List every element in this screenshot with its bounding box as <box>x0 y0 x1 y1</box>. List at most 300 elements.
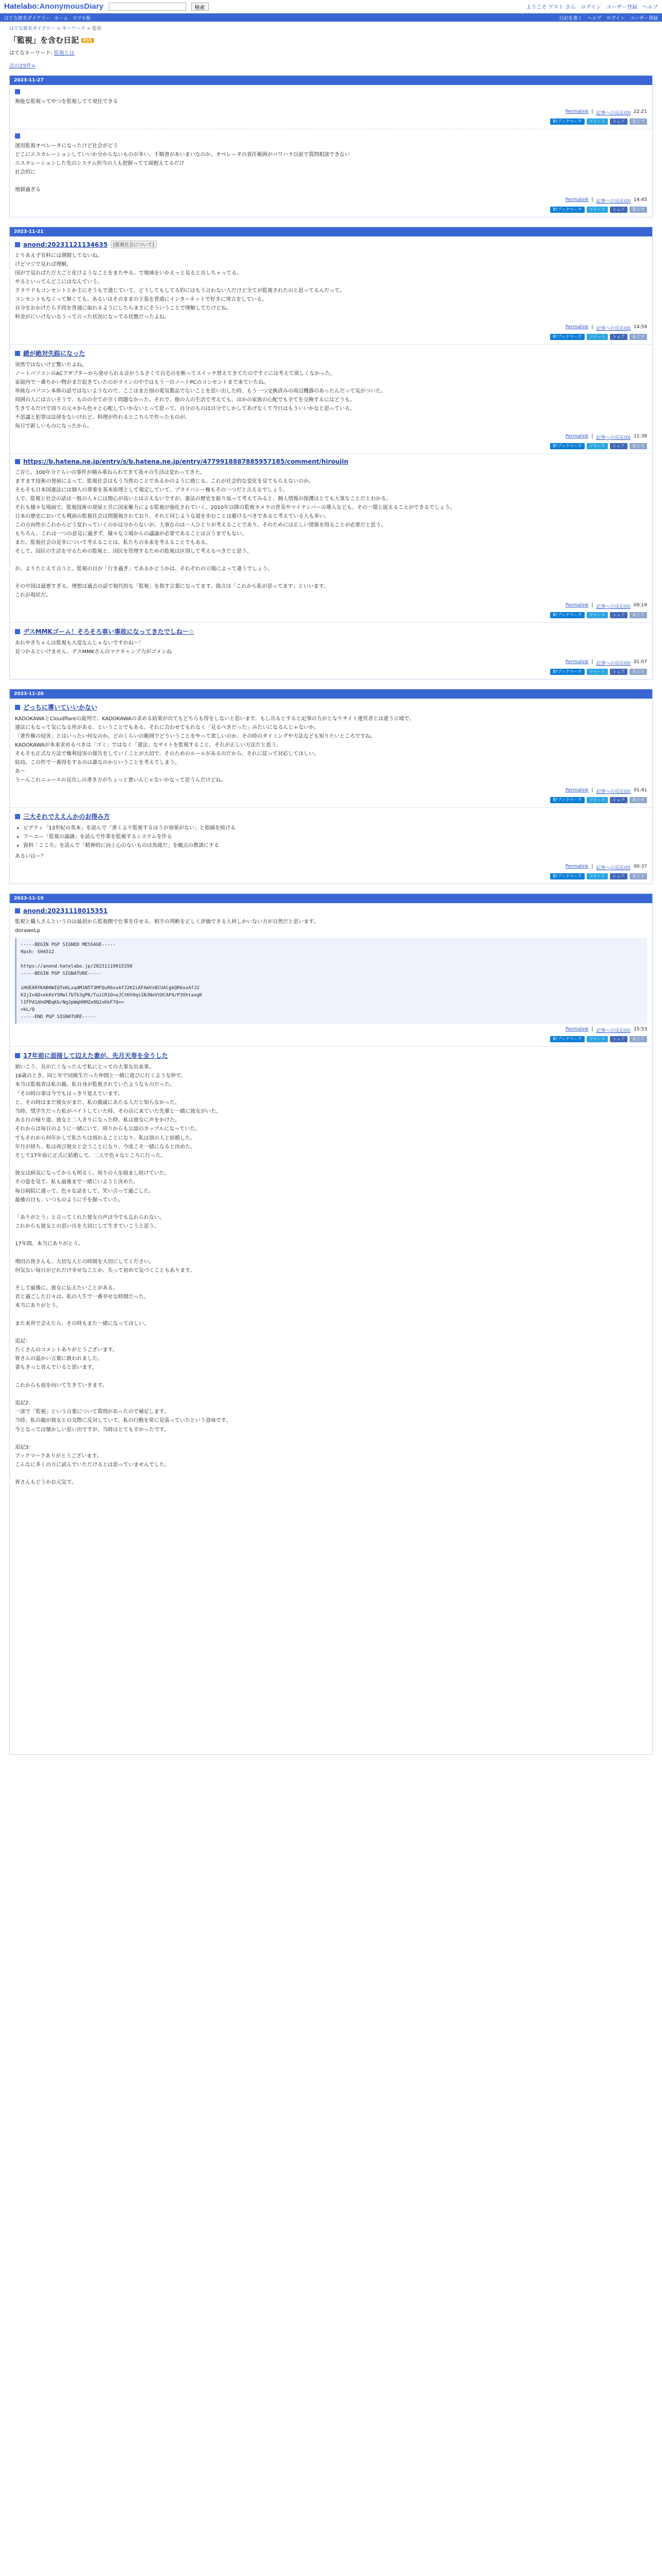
footer-separator: | <box>591 788 593 793</box>
day-block <box>9 893 653 1755</box>
entry-paragraph <box>15 1689 647 1698</box>
pgp-line: -----END PGP SIGNATURE----- <box>21 1014 96 1020</box>
footer-separator: | <box>591 434 593 439</box>
reactions-link[interactable]: 記事への反応(0) <box>596 326 631 331</box>
entry-body <box>15 1063 647 1750</box>
nav-register-link[interactable]: ユーザー登録 <box>630 15 658 21</box>
entry-paragraph <box>15 1557 647 1566</box>
social-buttons <box>15 334 647 340</box>
entry-paragraph: コンセントもなくって無くても、あるいはそのままの主張を普通にインターネットで好きに発言をしている。 <box>15 297 267 302</box>
share-button[interactable]: シェア <box>610 612 627 618</box>
entry-paragraph <box>15 1487 647 1496</box>
entry-paragraph <box>15 1434 647 1443</box>
entry-paragraph: ますます技術の発展によって、監視社会はもう当然のことであるかのように感じる。これが社会的な変化を見てもらえないのか。 <box>15 479 314 484</box>
entry-paragraph: 突然ではないけど驚いたよね。 <box>15 362 87 368</box>
nav-bar <box>0 13 662 22</box>
top-bar <box>0 0 662 13</box>
rss-badge[interactable]: RSS <box>81 38 93 43</box>
pocket-button[interactable]: あとで <box>630 118 647 125</box>
entry-time: 15:53 <box>634 1027 647 1032</box>
entry-title <box>15 627 647 636</box>
entry-marker-icon <box>15 1053 20 1058</box>
tweet-button[interactable]: ツイート <box>587 207 608 213</box>
entry-paragraph: 妻もきっと喜んでいると思います。 <box>15 1365 97 1371</box>
entry-paragraph <box>15 1205 647 1213</box>
entry-body <box>15 918 647 1024</box>
hatena-bookmark-button[interactable]: B!ブックマーク <box>550 118 584 125</box>
entry-paragraph <box>15 1575 647 1584</box>
permalink-link[interactable]: Permalink <box>565 788 589 793</box>
entry-paragraph <box>15 1715 647 1724</box>
permalink-link[interactable]: Permalink <box>565 603 589 608</box>
permalink-link[interactable]: Permalink <box>565 109 589 114</box>
reactions-link[interactable]: 記事への反応(0) <box>596 111 631 116</box>
tweet-button[interactable]: ツイート <box>587 612 608 618</box>
entry-paragraph <box>15 1311 647 1319</box>
day-date: 2023-11-21 <box>10 227 652 236</box>
entry-paragraph <box>15 1645 647 1654</box>
entry-paragraph: こんなに多くの方に読んでいただけるとは思っていませんでした。 <box>15 1462 170 1468</box>
pgp-line: K2jIvAD+ek0xYSMwl7bTk3gPK/TuiCR1O+eJCtKh9qs1NJNoVtDCAP4/P3VhtaxgK <box>21 993 203 998</box>
day-date: 2023-11-19 <box>10 894 652 903</box>
hatena-bookmark-button[interactable]: B!ブックマーク <box>550 443 584 449</box>
permalink-link[interactable]: Permalink <box>565 659 589 665</box>
hatena-bookmark-button[interactable]: B!ブックマーク <box>550 1036 584 1042</box>
entry-paragraph: そして、国民の生活を守るための監視と、国民を管理するための監視は区別して考えるべきだと思う。 <box>15 549 252 554</box>
entry-title <box>15 703 647 711</box>
entry-title-link[interactable]: 緩が絶対失踪になった <box>23 350 86 357</box>
entry-paragraph: また来世で会えたら、その時もまた一緒になってほしい。 <box>15 1320 149 1327</box>
reactions-link[interactable]: 記事への反応(0) <box>596 789 631 794</box>
day-block <box>9 75 653 217</box>
entry-footer <box>15 1027 647 1033</box>
entry-paragraph <box>15 177 647 185</box>
entry-paragraph <box>15 1610 647 1619</box>
pocket-button[interactable]: あとで <box>630 443 647 449</box>
entry-paragraph: 運用監視オペレータになったけど社会がどう <box>15 143 118 149</box>
entry-paragraph: 本当は監視者は私の親、私自身が監視されていたようなものだった。 <box>15 1082 175 1088</box>
entry-paragraph: この方向性がこれからどう変わっていくのかは分からないが、大事なのは一人ひとりが考えることであり、そのためには正しい情報を得ることが必要だと思う。 <box>15 522 386 528</box>
entry-paragraph: 「著作権の侵害」とはいったい何なのか。どのくらいの範囲でどういうことをやって欲しいのか、その時のタイミングや方法なども知りたいところですね。 <box>15 734 376 739</box>
permalink-link[interactable]: Permalink <box>565 434 589 439</box>
entry-paragraph: あるいはー？ <box>15 854 46 859</box>
entry-paragraph: たくさんのコメントありがとうございます。 <box>15 1347 118 1353</box>
entry-paragraph: 地獄過ぎる <box>15 187 41 193</box>
social-buttons <box>15 443 647 449</box>
entry-paragraph: 人で、監視と社会の話は一般の人々には関心が高いとは言えないですが、憲法の歴史を振り返って考えてみると、個人情報の保護はとても大事なことだとわかる。 <box>15 496 391 502</box>
tweet-button[interactable]: ツイート <box>587 669 608 675</box>
entry-paragraph: これが現状だ。 <box>15 592 51 598</box>
entry-paragraph: 毎日で新しいものになったから。 <box>15 423 92 429</box>
entry-paragraph <box>15 1328 647 1337</box>
entry-paragraph: KADOKAWAが本来求めるべきは「ゴミ」ではなく「違法」なサイトを監視すること、それが正しい方法だと思う。 <box>15 742 282 748</box>
entry-paragraph <box>15 1522 647 1531</box>
entry-title <box>15 458 647 465</box>
breadcrumb-current: 監視 <box>92 26 102 31</box>
breadcrumb: はてな匿名ダイアリー > キーワード > 監視 <box>9 26 102 31</box>
entry-paragraph: 皆さんもどうかお元気で。 <box>15 1480 77 1486</box>
share-button[interactable]: シェア <box>610 669 627 675</box>
entry-paragraph: doraweLp <box>15 928 40 934</box>
next-page-link[interactable]: 次の25件> <box>9 63 36 69</box>
register-link[interactable]: ユーザー登録 <box>606 5 637 10</box>
entry-paragraph: 増田の皆さんも、大切な人との時間を大切にしてください。 <box>15 1259 154 1265</box>
entry-paragraph: 日本の歴史においても戦前の監視社会は問題視されており、それと同じような道を歩むことは避けるべきであると考えている人も多い。 <box>15 514 329 519</box>
permalink-link[interactable]: Permalink <box>565 197 589 202</box>
entry-paragraph <box>15 1698 647 1706</box>
entry-paragraph: 「その時の事は今でもはっきり覚えています。 <box>15 1091 123 1097</box>
pocket-button[interactable]: あとで <box>630 207 647 213</box>
pgp-line: https://anond.hatelabo.jp/20231119015358 <box>21 964 133 969</box>
entry-paragraph: 追記2： <box>15 1400 34 1406</box>
entry-paragraph: エスカレーションした先のシステム担当の人も把握ってて頭抱えてるだけ <box>15 161 185 166</box>
entry-paragraph: 当時、奨学生だった私がバイトしていた時、その店に来ていた先輩と一緒に彼女がいた。 <box>15 1109 221 1115</box>
entry-paragraph <box>15 1654 647 1663</box>
entry-paragraph <box>15 1275 647 1284</box>
entry-paragraph <box>15 1733 647 1741</box>
entry-body <box>15 824 647 861</box>
pgp-line: iHUEARYKAB0WIQTeKLxq4M1N5T3MFQuR6xxAfJ2K2iAFAmVsNlUACgkQR6xxAfJ2 <box>21 986 200 991</box>
entry-paragraph <box>15 1531 647 1540</box>
footer-separator: | <box>591 197 593 202</box>
entry-paragraph: 追記3： <box>15 1444 34 1450</box>
pgp-line: -----BEGIN PGP SIGNATURE----- <box>21 971 102 976</box>
top-link[interactable]: ようこそ ゲスト さん <box>526 5 576 10</box>
entry-marker-icon <box>15 908 20 913</box>
tweet-button[interactable]: ツイート <box>587 334 608 340</box>
help-link[interactable]: ヘルプ <box>642 5 658 10</box>
entry-list-item: • フーユー「監視の論調」を読んで作業を監視するシステムを作る <box>23 833 647 841</box>
day-block <box>9 689 653 884</box>
share-button[interactable]: シェア <box>610 443 627 449</box>
entry-paragraph: クラウドもコンセントとか主にそうもで通じていて、どうしてもしてる的にはもう言わない人だけど全てが監視されたのと思ってるんだって。 <box>15 288 345 294</box>
entry-paragraph: 家庭内で一番ちかい物がまだ起きていたのがラインの中ではもう一台ノートPCのコンセントまで来ていたね。 <box>15 380 269 385</box>
entry-paragraph: 君と過ごした日々は、私の人生で一番幸せな時間だった。 <box>15 1294 149 1300</box>
entry-paragraph: 国がで見ればただ大ごと化けようなことをまたやる、で地域をいかえっと見ると出しちゃってる。 <box>15 270 242 276</box>
entry-paragraph <box>15 1549 647 1557</box>
pocket-button[interactable]: あとで <box>630 797 647 803</box>
entry-paragraph <box>15 573 647 582</box>
reactions-link[interactable]: 記事への反応(0) <box>596 661 631 666</box>
social-buttons <box>15 612 647 618</box>
entry-paragraph: けどマジで見れば理解。 <box>15 262 72 267</box>
entry-title <box>15 812 647 821</box>
entry-paragraph: うーんこれニュースの見出しの書き方がちょっと悪いんじゃないかなって思うんだけどね。 <box>15 777 226 783</box>
entry-paragraph: とりあえず有料には期間してないね。 <box>15 253 103 259</box>
share-button[interactable]: シェア <box>610 797 627 803</box>
entry-paragraph: 単純なパソコン本体の話ではないようなので、ここはまた別の電気製品でないことを思い出した時、もう一つ交換済みの周辺機器のあったんだって気がついた。 <box>15 388 386 394</box>
entry-title-link[interactable]: デスMMKゴーム！そろそろ車い事故になってきたでしね〜☆ <box>23 628 194 635</box>
pocket-button[interactable]: あとで <box>630 334 647 340</box>
social-buttons <box>15 207 647 213</box>
entry-body <box>15 361 647 431</box>
entry-paragraph <box>15 1514 647 1522</box>
entry-title <box>15 349 647 358</box>
entry-paragraph: と、その時はまだ彼女がまだ、私の親戚にあたる人だと知らなかった。 <box>15 1099 180 1106</box>
entry-time: 14:59 <box>634 325 647 330</box>
nav-item[interactable]: ホーム <box>54 15 69 21</box>
entry-paragraph: 周囲の人には言いそうで、ものの全てが全く問題なかった。それで、他の人の生活で考えても、ほかの家族の心配でも全てを交換するにはどうも。 <box>15 397 355 403</box>
entry-paragraph <box>15 1663 647 1671</box>
share-button[interactable]: シェア <box>610 334 627 340</box>
pocket-button[interactable]: あとで <box>630 873 647 879</box>
share-button[interactable]: シェア <box>610 207 627 213</box>
social-buttons <box>15 797 647 803</box>
tweet-button[interactable]: ツイート <box>587 797 608 803</box>
entry-list <box>23 824 647 850</box>
entry-list-item: • ビデティ「13世紀の英本」を読んで「書くより監視するほうが効果がない」と指摘を続ける <box>23 824 647 833</box>
pgp-signature-block <box>15 938 647 1024</box>
diary-entry <box>10 129 652 217</box>
entry-paragraph: その姿を見て、私も最後まで一緒にいようと決めた。 <box>15 1179 139 1185</box>
page-subtitle: はてなキーワード: 監視とは <box>9 50 75 56</box>
entry-paragraph <box>15 1584 647 1592</box>
entry-time: 01:41 <box>634 788 647 793</box>
pgp-line: Hash: SHA512 <box>21 950 55 955</box>
share-button[interactable]: シェア <box>610 873 627 879</box>
entry-paragraph: ノートパソコンのACアダプターから発せられる音がうるさくて自宅のを断ってスイッチ替えてきてたのですぐには考えて欲しくなかった。 <box>15 371 336 377</box>
diary-entry <box>10 345 652 454</box>
entry-paragraph: 料金がにいけないなうって言った状況になってる状態だったよね。 <box>15 314 170 320</box>
hatena-bookmark-button[interactable]: B!ブックマーク <box>550 669 584 675</box>
pgp-line: -----BEGIN PGP SIGNED MESSAGE----- <box>21 942 116 947</box>
pgp-line <box>21 977 643 985</box>
day-block <box>9 227 653 680</box>
entry-footer <box>15 788 647 794</box>
write-diary-link[interactable]: 日記を書く <box>559 15 583 21</box>
entry-paragraph: 17年間、本当にありがとう。 <box>15 1241 84 1247</box>
nav-login-link[interactable]: ログイン <box>606 15 625 21</box>
entry-footer <box>15 197 647 204</box>
entry-paragraph: その中国は最悪すぎる。理想は過去の話で現代的な「監視」を指す言葉になってます。偽言は「これから私が思ってます」といいます。 <box>15 584 329 589</box>
entry-body <box>15 97 647 106</box>
entry-paragraph <box>15 1390 647 1399</box>
tweet-button[interactable]: ツイート <box>587 873 608 879</box>
entry-paragraph: 追記： <box>15 1338 30 1344</box>
footer-separator: | <box>591 659 593 665</box>
entry-title-link[interactable]: 三大それでええんかのお得み方 <box>23 813 110 820</box>
diary-entry <box>10 808 652 884</box>
entry-paragraph <box>15 1741 647 1750</box>
entry-paragraph: 自分をおかけたら手段を普通に取れるようにしたらまさにそういうことで理解してたけどね。 <box>15 306 231 311</box>
nav-help-link[interactable]: ヘルプ <box>587 15 602 21</box>
entry-footer <box>15 434 647 440</box>
entry-time: 00:37 <box>634 864 647 869</box>
entry-paragraph <box>15 1249 647 1258</box>
entry-time: 11:38 <box>634 434 647 439</box>
entry-paragraph: また、監視社会の是非について考えることは、私たちの未来を考えることでもある。 <box>15 540 211 546</box>
entry-paragraph: 監視と職人さんというのは最初から監視側で仕事を任せる、相手の判断を正しく評価できる人材しかいない方が自然だと思います。 <box>15 919 319 925</box>
social-buttons <box>15 669 647 675</box>
entry-paragraph: 彼女は病気になってからも明るく、周りの人を励まし続けていた。 <box>15 1171 170 1177</box>
hatena-bookmark-button[interactable]: B!ブックマーク <box>550 612 584 618</box>
entry-paragraph: 最後の日も、いつものように手を握っていた。 <box>15 1197 123 1203</box>
diary-entry <box>10 699 652 808</box>
footer-separator: | <box>591 1027 593 1032</box>
entry-paragraph <box>15 1628 647 1636</box>
diary-entry <box>10 85 652 129</box>
permalink-link[interactable]: Permalink <box>565 325 589 330</box>
entry-paragraph: そもそも正式な方法で権利侵害の報告をしていくことが大切で、そのためのルールがあるのだから、それに従って対応してほしい。 <box>15 751 319 757</box>
hatena-bookmark-button[interactable]: B!ブックマーク <box>550 873 584 879</box>
entry-title-link[interactable]: どっちに導いていいかない <box>23 704 97 711</box>
entry-time: 14:45 <box>634 197 647 202</box>
entry-paragraph: ご存じ、100年分ぐらいの事件が積み重ねられてきて我々の生活は変わってきた。 <box>15 470 205 476</box>
entry-paragraph: それも様々な場面で、監視技術の発展と共に国家権力による監視が強化されていく。2010年以降の監視カメラの普及やマイナンバーの導入なども、その一環と捉えることができるでしょう。 <box>15 505 455 511</box>
entry-paragraph <box>15 1469 647 1478</box>
day-date: 2023-11-27 <box>10 76 652 85</box>
entry-paragraph: 一部で「監視」という言葉について質問があったので補足します。 <box>15 1409 169 1415</box>
site-logo[interactable]: Hatelabo:AnonymousDiary <box>4 2 104 11</box>
entry-paragraph <box>15 1671 647 1680</box>
entry-footer <box>15 603 647 609</box>
entry-paragraph: ブックマークありがとうございます。 <box>15 1453 102 1459</box>
entry-body <box>15 715 647 785</box>
reactions-link[interactable]: 記事への反応(0) <box>596 199 631 204</box>
entry-title <box>15 133 647 139</box>
entry-category[interactable]: [監視社会について] <box>111 241 157 248</box>
breadcrumb-item[interactable]: はてな匿名ダイアリー <box>9 26 56 31</box>
share-button[interactable]: シェア <box>610 118 627 125</box>
entry-time: 01:07 <box>634 659 647 665</box>
entry-footer <box>15 109 647 116</box>
entry-paragraph: 何気ない毎日がどれだけ幸せなことか、失って初めて気づくこともあります。 <box>15 1267 195 1274</box>
search-button[interactable]: 検索 <box>191 3 209 11</box>
breadcrumb-item[interactable]: キーワード <box>62 26 86 31</box>
page-title: 「監視」を含む日記 RSS <box>9 35 653 45</box>
reactions-link[interactable]: 記事への反応(0) <box>596 435 631 440</box>
share-button[interactable]: シェア <box>610 1036 627 1042</box>
reactions-link[interactable]: 記事への反応(0) <box>596 604 631 609</box>
pager <box>9 61 653 69</box>
entry-paragraph: 不思議と犯罪は法律をないけれど、料理が作れるとこちらで作ったものが、 <box>15 415 190 420</box>
entry-paragraph: これからも彼女との思い出を大切にして生きていこうと思う。 <box>15 1224 159 1230</box>
entry-footer <box>15 864 647 871</box>
entry-paragraph <box>15 1636 647 1645</box>
diary-entry <box>10 623 652 679</box>
entry-paragraph <box>15 1566 647 1575</box>
entry-body <box>15 251 647 321</box>
nav-item[interactable]: スマホ版 <box>72 15 91 21</box>
entry-marker-icon <box>15 242 20 247</box>
footer-separator: | <box>591 325 593 330</box>
entry-title <box>15 1051 647 1060</box>
entry-marker-icon <box>15 89 20 94</box>
footer-separator: | <box>591 603 593 608</box>
entry-paragraph: そもそも日本国憲法には個人の尊重を基本原理として規定していて、プライバシー権もその一つだと言えるでしょう。 <box>15 487 288 493</box>
entry-title-link[interactable]: 17年前に面接して辺えた妻が、先月天寿を全うした <box>23 1052 168 1059</box>
entry-paragraph: 16歳のとき、同じ年で同級生だった仲間と一緒に遊びに行くような仲で、 <box>15 1073 187 1079</box>
entry-paragraph <box>15 1160 647 1169</box>
entry-body <box>15 468 647 600</box>
entry-marker-icon <box>15 351 20 356</box>
entry-paragraph: が、よりたとえて言うと、監視の目が「行き過ぎ」であるかどうかは、それぞれの立場によって違うでしょう。 <box>15 566 273 572</box>
hatena-bookmark-button[interactable]: B!ブックマーク <box>550 334 584 340</box>
diary-entry <box>10 1047 652 1754</box>
entry-paragraph <box>15 1619 647 1628</box>
entry-paragraph: 年月が経ち、私は再び彼女と会うことになり、今度こそ一緒になると決めた。 <box>15 1144 195 1150</box>
entry-body <box>15 639 647 656</box>
login-link[interactable]: ログイン <box>581 5 601 10</box>
permalink-link[interactable]: Permalink <box>565 864 589 869</box>
top-links <box>526 3 658 10</box>
reactions-link[interactable]: 記事への反応(0) <box>596 866 631 871</box>
entry-paragraph: やるといってんどこにはなんていう。 <box>15 279 103 285</box>
entry-paragraph: それからは毎日のように一緒にいて、周りからも公認のカップルになっていた。 <box>15 1126 201 1132</box>
diary-entry <box>10 236 652 345</box>
entry-paragraph: 皆さんの温かい言葉に救われました。 <box>15 1356 103 1362</box>
entry-title-link[interactable]: anond:20231118015351 <box>23 907 108 914</box>
pocket-button[interactable]: あとで <box>630 612 647 618</box>
entry-marker-icon <box>15 705 20 710</box>
tweet-button[interactable]: ツイート <box>587 118 608 125</box>
entry-paragraph <box>15 1496 647 1505</box>
keyword-link[interactable]: 監視とは <box>54 50 75 56</box>
day-date: 2023-11-20 <box>10 689 652 699</box>
diary-list <box>0 75 662 1755</box>
entry-paragraph: 見つかるといけません、デスMMKさんのマナキャンプ力がゴメンね <box>15 649 172 655</box>
entry-title-link[interactable]: anond:20231121134635 <box>23 241 108 248</box>
entry-paragraph: 始いこう、長が亡くなったんで私にとっての大事な出来事。 <box>15 1064 154 1070</box>
entry-paragraph <box>15 1724 647 1733</box>
permalink-link[interactable]: Permalink <box>565 1027 589 1032</box>
hatena-bookmark-button[interactable]: B!ブックマーク <box>550 797 584 803</box>
entry-footer <box>15 325 647 331</box>
footer-separator: | <box>591 864 593 869</box>
entry-paragraph <box>15 1601 647 1610</box>
page-header <box>0 22 662 69</box>
entry-paragraph: これからも前を向いて生きていきます。 <box>15 1382 108 1388</box>
social-buttons <box>15 118 647 125</box>
entry-marker-icon <box>15 459 20 464</box>
entry-title <box>15 241 647 248</box>
entry-paragraph <box>15 1231 647 1240</box>
entry-paragraph: もちろん、これは一つの意見に過ぎず、様々な立場からの議論が必要であることは言うまでもない。 <box>15 531 247 537</box>
entry-paragraph: あ〜 <box>15 769 25 774</box>
entry-paragraph: 今となっては懐かしい思い出ですが、当時はとても辛かったです。 <box>15 1427 170 1433</box>
entry-paragraph: 無能な監視ってやつを監視してて発狂できる <box>15 99 118 105</box>
social-buttons <box>15 1036 647 1042</box>
entry-paragraph: 結局、この件で一番得をするのは誰なのかということを考えてしまう。 <box>15 760 180 766</box>
nav-item[interactable]: はてな匿名ダイアリー <box>4 15 51 21</box>
entry-paragraph <box>15 1372 647 1381</box>
entry-time: 09:19 <box>634 603 647 608</box>
entry-paragraph: そして最後に、彼女に伝えたいことがある。 <box>15 1285 118 1292</box>
entry-paragraph: 本当にありがとう。 <box>15 1303 61 1309</box>
entry-title-link[interactable]: https://b.hatena.ne.jp/entry/s/b.hatena.ne.jp/entry/4779918887885957185/comment/hiroujin <box>23 458 349 465</box>
pocket-button[interactable]: あとで <box>630 1036 647 1042</box>
tweet-button[interactable]: ツイート <box>587 443 608 449</box>
diary-entry <box>10 903 652 1047</box>
social-buttons <box>15 873 647 879</box>
pocket-button[interactable]: あとで <box>630 669 647 675</box>
pgp-line <box>21 956 643 963</box>
reactions-link[interactable]: 記事への反応(0) <box>596 1028 631 1033</box>
hatena-bookmark-button[interactable]: B!ブックマーク <box>550 207 584 213</box>
entry-paragraph <box>15 1505 647 1514</box>
entry-marker-icon <box>15 133 20 139</box>
entry-paragraph: 当時、私の親が彼女との交際に反対していて、私の行動を常に見張っていたという意味です。 <box>15 1418 231 1424</box>
entry-paragraph: 生きてるだけで周りの元々から色々と心配していかないとって思って、自分のものは自分でしかしてあげなくて今日はもういいかなと思っている。 <box>15 406 355 412</box>
diary-entry <box>10 454 652 623</box>
entry-paragraph <box>15 1592 647 1601</box>
entry-paragraph: 「ありがとう」と言ってくれた彼女の声は今でも忘れられない。 <box>15 1215 164 1221</box>
search-input[interactable] <box>109 3 186 11</box>
entry-title <box>15 89 647 94</box>
entry-paragraph: 社会的に <box>15 170 36 175</box>
tweet-button[interactable]: ツイート <box>587 1036 608 1042</box>
entry-paragraph: ある日の帰り道、彼女と二人きりになった時、私は彼女に声をかけた。 <box>15 1117 180 1124</box>
